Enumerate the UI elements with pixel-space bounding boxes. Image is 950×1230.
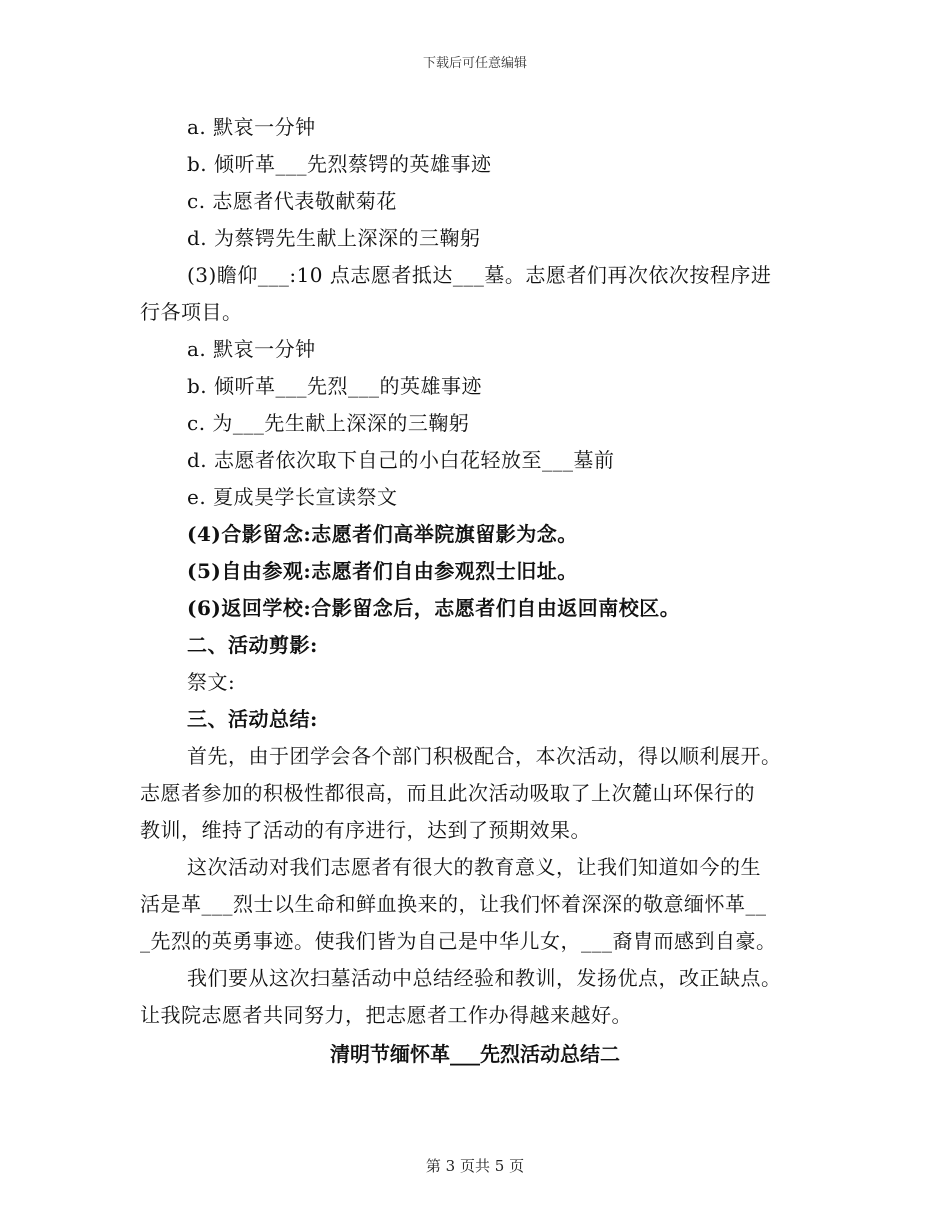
summary-paragraph-1-line-1: 首先，由于团学会各个部门积极配合，本次活动，得以顺利展开。 [187,744,782,768]
summary-paragraph-1-line-2: 志愿者参加的积极性都很高，而且此次活动吸取了上次麓山环保行的 [140,781,755,805]
summary-paragraph-2-line-2: 活是革___烈士以生命和鲜血换来的，让我们怀着深深的敬意缅怀革__ [140,892,767,916]
step-3-paragraph-line-2: 行各项目。 [140,300,243,324]
summary-paragraph-3-line-2: 让我院志愿者共同努力，把志愿者工作办得越来越好。 [140,1003,632,1027]
summary-paragraph-3-line-1: 我们要从这次扫墓活动中总结经验和教训，发扬优点，改正缺点。 [187,966,782,990]
list-item-c-bow-2: c. 为___先生献上深深的三鞠躬 [187,411,470,435]
step-3-paragraph-line-1: (3)瞻仰___:10 点志愿者抵达___墓。志愿者们再次依次按程序进 [187,263,772,287]
list-item-b-listen-story-caie: b. 倾听革___先烈蔡锷的英雄事迹 [187,152,492,176]
list-item-b-listen-story-2: b. 倾听革___先烈___的英雄事迹 [187,374,483,398]
step-4-group-photo: (4)合影留念:志愿者们高举院旗留影为念。 [187,522,578,546]
list-item-e-read-eulogy: e. 夏成昊学长宣读祭文 [187,485,398,509]
page-footer: 第 3 页共 5 页 [425,1157,525,1175]
list-item-d-white-flowers: d. 志愿者依次取下自己的小白花轻放至___墓前 [187,448,615,472]
list-item-c-present-flowers: c. 志愿者代表敬献菊花 [187,189,397,213]
list-item-d-bow-caie: d. 为蔡锷先生献上深深的三鞠躬 [187,226,481,250]
section-title-summary-two: 清明节缅怀革___先烈活动总结二 [330,1042,620,1066]
step-5-free-visit: (5)自由参观:志愿者们自由参观烈士旧址。 [187,559,578,583]
section-heading-activity-summary: 三、活动总结: [187,707,318,731]
page-header: 下载后可任意编辑 [422,56,527,71]
summary-paragraph-2-line-1: 这次活动对我们志愿者有很大的教育意义，让我们知道如今的生 [187,855,761,879]
summary-paragraph-1-line-3: 教训，维持了活动的有序进行，达到了预期效果。 [140,818,591,842]
step-6-return-school: (6)返回学校:合影留念后，志愿者们自由返回南校区。 [187,596,681,620]
list-item-a-moment-of-silence-2: a. 默哀一分钟 [187,337,316,361]
summary-paragraph-2-line-3: _先烈的英勇事迹。使我们皆为自己是中华儿女，___裔胄而感到自豪。 [140,929,777,953]
eulogy-label: 祭文: [187,670,236,694]
list-item-a-moment-of-silence: a. 默哀一分钟 [187,115,316,139]
section-heading-activity-photos: 二、活动剪影: [187,633,318,657]
